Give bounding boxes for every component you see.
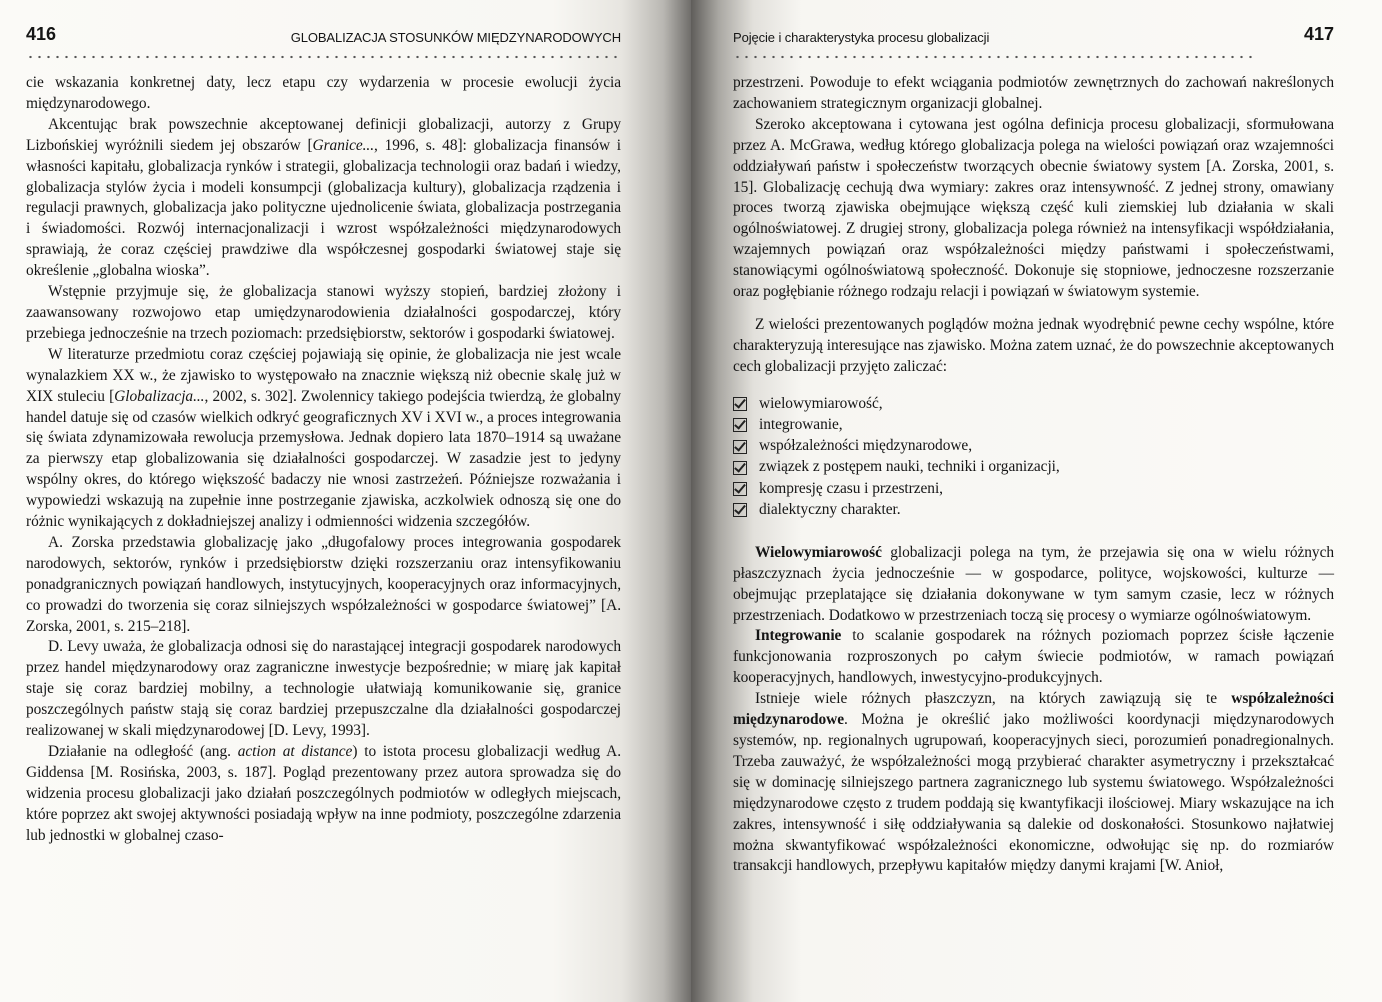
term-bold: Integrowanie bbox=[755, 627, 842, 645]
header-dotted-rule bbox=[733, 54, 1253, 60]
paragraph: Istnieje wiele różnych płaszczyzn, na których zawiązują się te współzależności międzynarodowe. Można je określić jako możliwości koordynacji międzynarodowych systemów, np. regionalnych ugrupowań, kooperacyjnych sieci, porozumień ponadregionalnych. Trzeba zauważyć, że współzależności mogą przybierać charakter asymetryczny i przekształcać się w dominację silniejszego partnera zagranicznego lub systemu światowego. Współzależności międzynarodowe często z trudem poddają się kwantyfikacji ilościowej. Miary wskazujące na ich zakres, intensywność i siłę oddziaływania są dalekie od doskonałości. Stosunkowo najłatwiej można skwantyfikować współzależności ekonomiczne, odwołując się np. do rozmiarów transakcji handlowych, przepływu kapitałów między danymi krajami [W. Anioł, bbox=[733, 690, 1334, 875]
right-running-head bbox=[733, 24, 1334, 52]
paragraph: cie wskazania konkretnej daty, lecz etapu czy wydarzenia w procesie ewolucji życia międzynarodowego. bbox=[26, 74, 621, 112]
paragraph: Szeroko akceptowana i cytowana jest ogólna definicja procesu globalizacji, sformułowana przez A. McGrawa, według którego globalizacja polega na wielości powiązań oraz wzajemności oddziaływań państw i społeczeństw tworzących obecnie światowy system [A. Zorska, 2001, s. 15]. Globalizację cechują dwa wymiary: zakres oraz intensywność. Z jednej strony, omawiany proces tworzą zjawiska obejmujące większą część kuli ziemskiej lub działania w skali ogólnoświatowej. Z drugiej strony, globalizacja polega również na intensyfikacji współdziałania, wzajemnych powiązań oraz współzależności między państwami i społeczeństwami, stanowiącymi ogólnoświatową społeczność. Dokonuje się stopniowe, jednoczesne rozszerzanie oraz pogłębianie różnego rodzaju relacji i powiązań w światowym systemie. bbox=[733, 115, 1334, 301]
checkbox-icon bbox=[733, 461, 747, 475]
checkbox-icon bbox=[733, 397, 747, 411]
list-item: dialektyczny charakter. bbox=[733, 500, 1334, 521]
checkbox-icon bbox=[733, 482, 747, 496]
header-dotted-rule bbox=[26, 54, 621, 60]
term-italic: action at distance bbox=[237, 743, 353, 760]
list-item: współzależności międzynarodowe, bbox=[733, 436, 1334, 457]
checkbox-icon bbox=[733, 503, 747, 517]
right-body-text bbox=[733, 73, 1334, 877]
left-running-head bbox=[26, 24, 621, 52]
paragraph: A. Zorska przedstawia globalizację jako „długofalowy proces integrowania gospodarek narodowych, sektorów, rynków i przedsiębiorstw dzięki rozszerzaniu oraz intensyfikowaniu ponadgranicznych powiązań handlowych, instytucyjnych, kooperacyjnych oraz informacyjnych, co prowadzi do tworzenia się coraz silniejszych współzależności w gospodarce światowej” [A. Zorska, 2001, s. 215–218]. bbox=[26, 533, 621, 635]
term-bold: współzależności międzynarodowe bbox=[733, 690, 1334, 729]
right-page bbox=[691, 0, 1382, 1002]
paragraph: Integrowanie to scalanie gospodarek na różnych poziomach poprzez ścisłe łączenie funkcjonowania rozproszonych po całym świecie podmiotów, w ramach powiązań kooperacyjnych, handlowych, inwestycyjno-produkcyjnych. bbox=[733, 627, 1334, 687]
paragraph: Wielowymiarowość globalizacji polega na tym, że przejawia się ona w wielu różnych płaszczyznach życia jednocześnie — w gospodarce, polityce, wojskowości, kulturze — obejmując przeplatające się działania dokonywane w tym samym czasie, lecz w różnych przestrzeniach. Dodatkowo w przestrzeniach toczą się procesy o wymiarze ogólnoświatowym. bbox=[733, 543, 1334, 624]
paragraph: Działanie na odległość (ang. action at distance) to istota procesu globalizacji według A. Giddensa [M. Rosińska, 2003, s. 187]. Pogląd prezentowany przez autora sprowadza się do widzenia procesu globalizacji jako działań poszczególnych podmiotów w odległych miejscach, które poprzez akt swojej aktywności posiadają wpływ na inne podmioty, poszczególne zdarzenia lub jednostki w globalnej czaso- bbox=[26, 743, 622, 844]
checkbox-icon bbox=[733, 418, 747, 432]
citation-italic: Granice... bbox=[312, 136, 375, 154]
features-list bbox=[733, 394, 1334, 521]
paragraph: przestrzeni. Powoduje to efekt wciągania podmiotów zewnętrznych do zachowań nakreślonych zachowaniem strategicznym organizacji globalnej. bbox=[733, 74, 1334, 112]
right-page-number: 417 bbox=[1303, 24, 1334, 44]
paragraph: W literaturze przedmiotu coraz częściej pojawiają się opinie, że globalizacja nie jest wcale wynalazkiem XX w., że zjawisko to występowało na znacznie większą niż obecnie skalę już w XIX stuleciu [Globalizacja..., 2002, s. 302]. Zwolennicy takiego podejścia twierdzą, że globalny handel datuje się od czasów wielkich odkryć geograficznych XV i XVI w., a proces integrowania się świata zdynamizowała rewolucja przemysłowa. Jednak dopiero lata 1870–1914 są uważane za pierwszy etap globalizowania się działalności gospodarczej. W zasadzie jest to jedyny wspólny okres, do którego większość badaczy nie wnosi zastrzeżeń. Późniejsze rozważania i wypowiedzi wskazują na zupełnie inne postrzeganie zjawiska, aczkolwiek odnoszą się one do różnic wynikających z dokładniejszej analizy i odmienności widzenia szczegółów. bbox=[26, 345, 621, 531]
left-body-text bbox=[26, 73, 621, 847]
list-item: kompresję czasu i przestrzeni, bbox=[733, 478, 1334, 499]
left-running-title: GLOBALIZACJA STOSUNKÓW MIĘDZYNARODOWYCH bbox=[290, 30, 621, 45]
right-running-title: Pojęcie i charakterystyka procesu globalizacji bbox=[733, 30, 990, 45]
list-item: integrowanie, bbox=[733, 415, 1334, 436]
paragraph: D. Levy uważa, że globalizacja odnosi się do narastającej integracji gospodarek narodowych przez handel międzynarodowy oraz zagraniczne inwestycje bezpośrednie; w miarę jak kapitał staje się coraz bardziej mobilny, a technologie ułatwiają komunikowanie się, granice poszczególnych państw stają się coraz bardziej przepuszczalne dla działalności gospodarczej realizowanej w skali międzynarodowej [D. Levy, 1993]. bbox=[26, 638, 621, 740]
paragraph: Akcentując brak powszechnie akceptowanej definicji globalizacji, autorzy z Grupy Lizbońskiej wyróżnili siedem jej obszarów [Granice..., 1996, s. 48]: globalizacja finansów i własności kapitału, globalizacja rynków i strategii, globalizacja technologii oraz badań i wiedzy, globalizacja stylów życia i modeli konsumpcji (globalizacja kultury), globalizacja rządzenia i regulacji prawnych, globalizacja jako polityczne ujednolicenie świata, globalizacja postrzegania i świadomości. Rozwój internacjonalizacji i wzrost współzależności międzynarodowych sprawiają, że coraz częściej prawdziwe dla współczesnej gospodarki światowej staje się określenie „globalna wioska”. bbox=[26, 115, 621, 280]
list-item: związek z postępem nauki, techniki i organizacji, bbox=[733, 457, 1334, 478]
citation-italic: Globalizacja... bbox=[114, 387, 205, 405]
paragraph: Z wielości prezentowanych poglądów można jednak wyodrębnić pewne cechy wspólne, które charakteryzują interesujące nas zjawisko. Można zatem uznać, że do powszechnie akceptowanych cech globalizacji przyjęto zaliczać: bbox=[733, 315, 1334, 375]
paragraph: Wstępnie przyjmuje się, że globalizacja stanowi wyższy stopień, bardziej złożony i zaawansowany rozwojowo etap umiędzynarodowienia działalności gospodarczej, który przebiega jednocześnie na trzech poziomach: przedsiębiorstw, sektorów i gospodarki światowej. bbox=[26, 283, 621, 342]
list-item: wielowymiarowość, bbox=[733, 394, 1334, 415]
term-bold: Wielowymiarowość bbox=[755, 543, 882, 561]
checkbox-icon bbox=[733, 440, 747, 454]
left-page-number: 416 bbox=[26, 24, 57, 44]
